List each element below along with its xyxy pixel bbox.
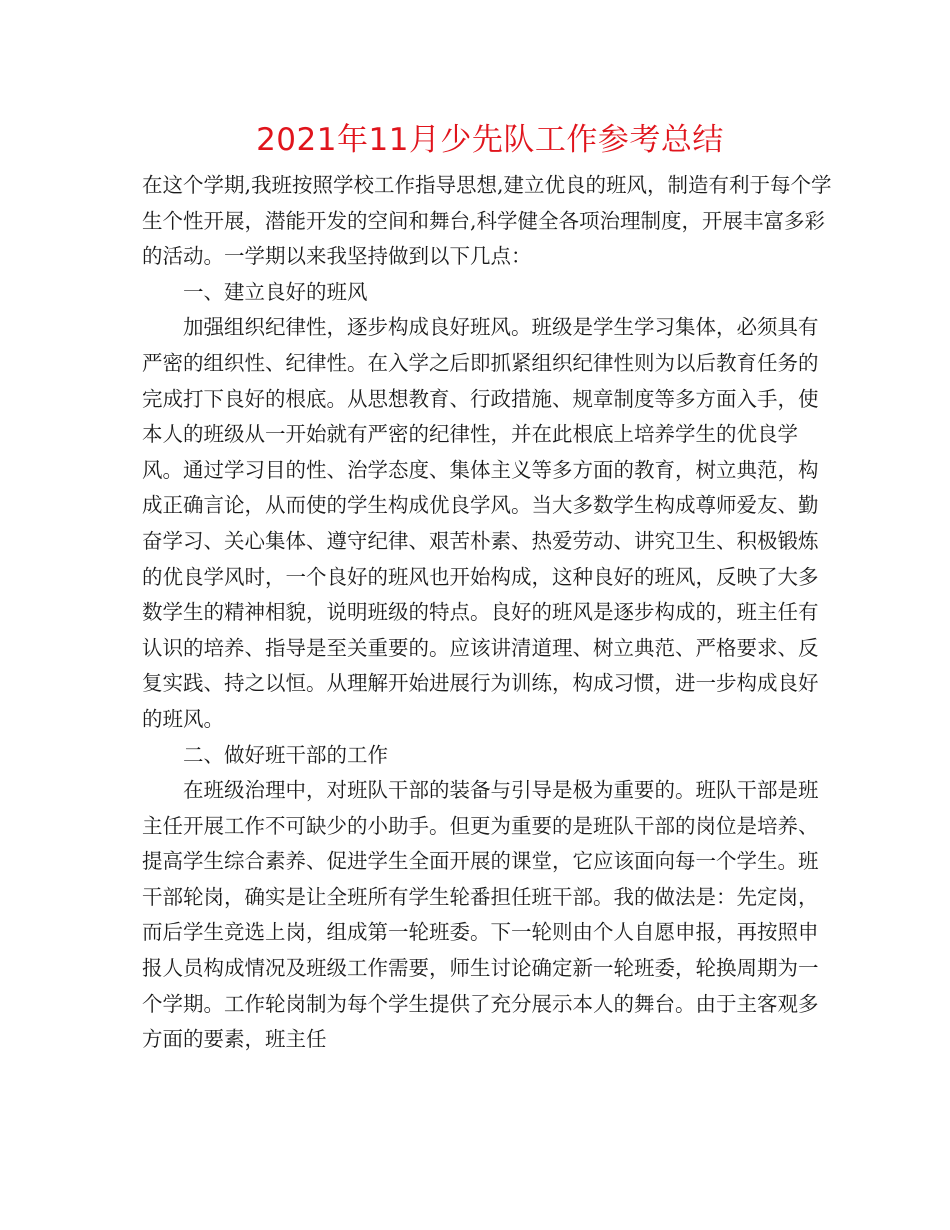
section-heading-2: 二、做好班干部的工作	[183, 742, 388, 767]
document-body	[142, 168, 838, 1058]
section-1-paragraph: 加强组织纪律性，逐步构成良好班风。班级是学生学习集体，必须具有严密的组织性、纪律性。在入学之后即抓紧组织纪律性则为以后教育任务的完成打下良好的根底。从思想教育、行政措施、规章制度等多方面入手，使本人的班级从一开始就有严密的纪律性，并在此根底上培养学生的优良学风。通过学习目的性、治学态度、集体主义等多方面的教育，树立典范，构成正确言论，从而使的学生构成优良学风。当大多数学生构成尊师爱友、勤奋学习、关心集体、遵守纪律、艰苦朴素、热爱劳动、讲究卫生、积极锻炼的优良学风时，一个良好的班风也开始构成，这种良好的班风，反映了大多数学生的精神相貌，说明班级的特点。良好的班风是逐步构成的，班主任有认识的培养、指导是至关重要的。应该讲清道理、树立典范、严格要求、反复实践、持之以恒。从理解开始进展行为训练，构成习惯，进一步构成良好的班风。	[142, 315, 819, 731]
intro-paragraph: 在这个学期,我班按照学校工作指导思想,建立优良的班风，制造有利于每个学生个性开展，潜能开发的空间和舞台,科学健全各项治理制度，开展丰富多彩的活动。一学期以来我坚持做到以下几点：	[142, 173, 832, 269]
section-heading-1: 一、建立良好的班风	[183, 279, 368, 304]
section-2-paragraph: 在班级治理中，对班队干部的装备与引导是极为重要的。班队干部是班主任开展工作不可缺少的小助手。但更为重要的是班队干部的岗位是培养、提高学生综合素养、促进学生全面开展的课堂，它应该面向每一个学生。班干部轮岗，确实是让全班所有学生轮番担任班干部。我的做法是：先定岗，而后学生竞选上岗，组成第一轮班委。下一轮则由个人自愿申报，再按照申报人员构成情况及班级工作需要，师生讨论确定新一轮班委，轮换周期为一个学期。工作轮岗制为每个学生提供了充分展示本人的舞台。由于主客观多方面的要素，班主任	[142, 778, 819, 1052]
document-title: 2021年11月少先队工作参考总结	[256, 122, 724, 158]
